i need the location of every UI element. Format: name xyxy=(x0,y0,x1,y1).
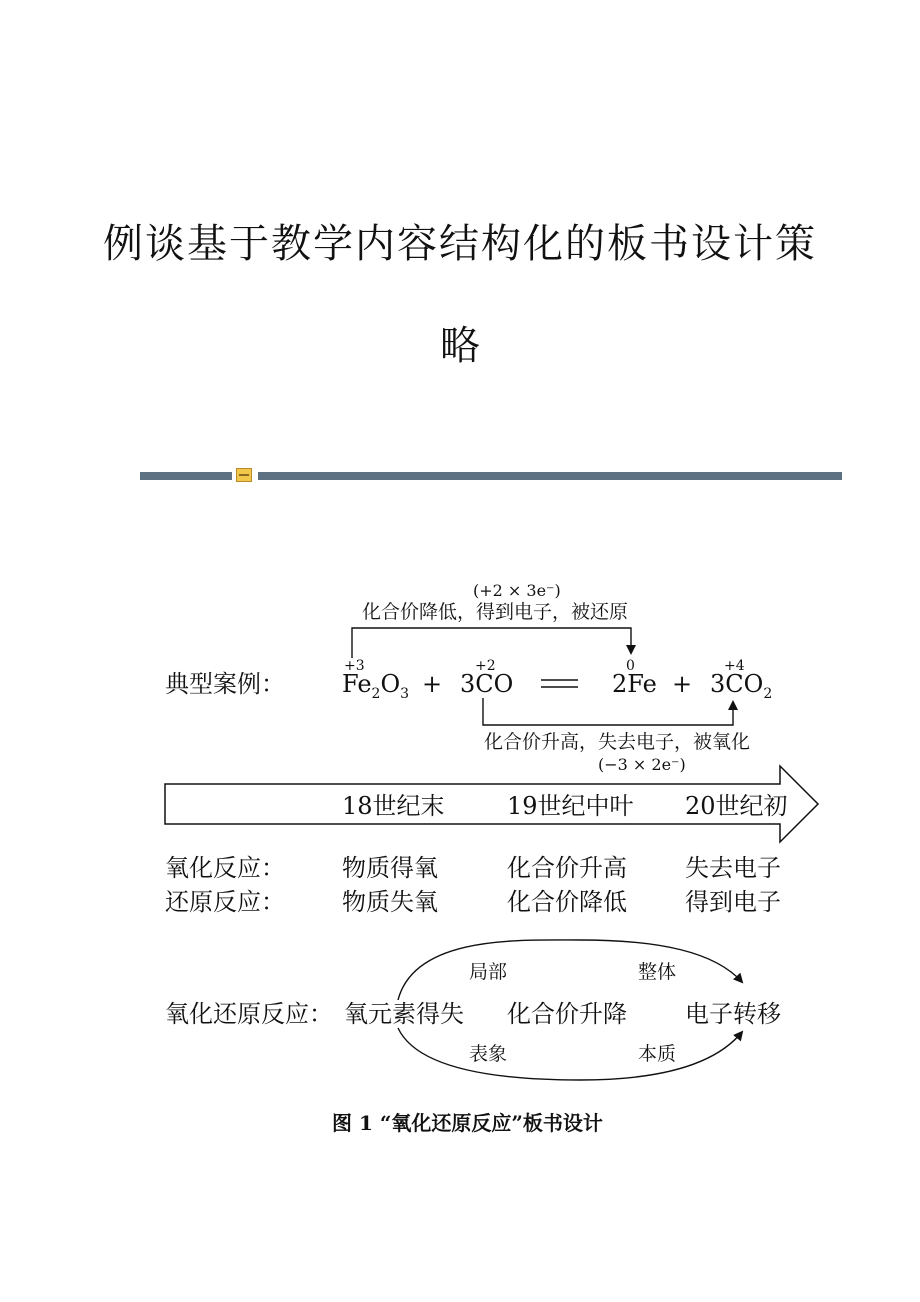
upper-right-note: 整体 xyxy=(638,961,677,983)
fe-formula: 2Fe xyxy=(612,670,657,698)
upper-curve-arrow xyxy=(398,940,742,1000)
example-label: 典型案例： xyxy=(165,670,285,698)
oxidation-bracket xyxy=(483,698,733,725)
co-charge: +2 xyxy=(475,658,496,674)
lower-right-note: 本质 xyxy=(638,1043,677,1065)
redox-value-3: 电子转移 xyxy=(685,1000,781,1028)
oxidation-value-1: 物质得氧 xyxy=(342,854,438,882)
lower-curve-arrow xyxy=(398,1028,742,1080)
redox-value-1: 氧元素得失 xyxy=(344,1000,464,1028)
redox-value-2: 化合价升降 xyxy=(507,1000,627,1028)
redox-label: 氧化还原反应： xyxy=(165,1000,333,1028)
fe2o3-charge: +3 xyxy=(344,658,365,674)
bottom-annotation-text: 化合价升高，失去电子，被氧化 xyxy=(484,731,751,753)
reduction-label: 还原反应： xyxy=(165,888,285,916)
co-formula: 3CO xyxy=(460,670,514,698)
figure-caption: 图 1 “氧化还原反应”板书设计 xyxy=(332,1111,603,1135)
divider-left xyxy=(140,472,232,480)
redox-figure xyxy=(0,560,920,1160)
reduction-bracket xyxy=(352,628,631,658)
lower-left-note: 表象 xyxy=(469,1043,508,1065)
oxidation-value-2: 化合价升高 xyxy=(507,854,627,882)
timeline-label-1: 18世纪末 xyxy=(342,792,445,820)
oxidation-value-3: 失去电子 xyxy=(685,854,781,882)
fe-charge: 0 xyxy=(626,658,635,674)
bottom-electron-count: (−3 × 2e⁻) xyxy=(598,755,686,774)
document-title-line1: 例谈基于教学内容结构化的板书设计策 xyxy=(103,221,817,267)
reduction-value-3: 得到电子 xyxy=(685,888,781,916)
co2-formula: $3CO_2$ xyxy=(710,670,773,702)
reduction-value-1: 物质失氧 xyxy=(342,888,438,916)
timeline-label-2: 19世纪中叶 xyxy=(507,792,634,820)
oxidation-label: 氧化反应： xyxy=(165,854,285,882)
top-annotation-text: 化合价降低，得到电子，被还原 xyxy=(362,601,629,623)
timeline-label-3: 20世纪初 xyxy=(685,792,788,820)
plus-sign-2: + xyxy=(672,670,693,698)
fe2o3-formula: $Fe_2O_3$ xyxy=(342,670,410,702)
reduction-value-2: 化合价降低 xyxy=(507,888,627,916)
divider-right xyxy=(258,472,842,480)
document-title-line2: 略 xyxy=(440,323,480,369)
top-electron-count: (+2 × 3e⁻) xyxy=(473,581,561,600)
upper-left-note: 局部 xyxy=(469,961,508,983)
plus-sign-1: + xyxy=(422,670,443,698)
co2-charge: +4 xyxy=(724,658,745,674)
divider-ornament-icon xyxy=(236,468,252,482)
